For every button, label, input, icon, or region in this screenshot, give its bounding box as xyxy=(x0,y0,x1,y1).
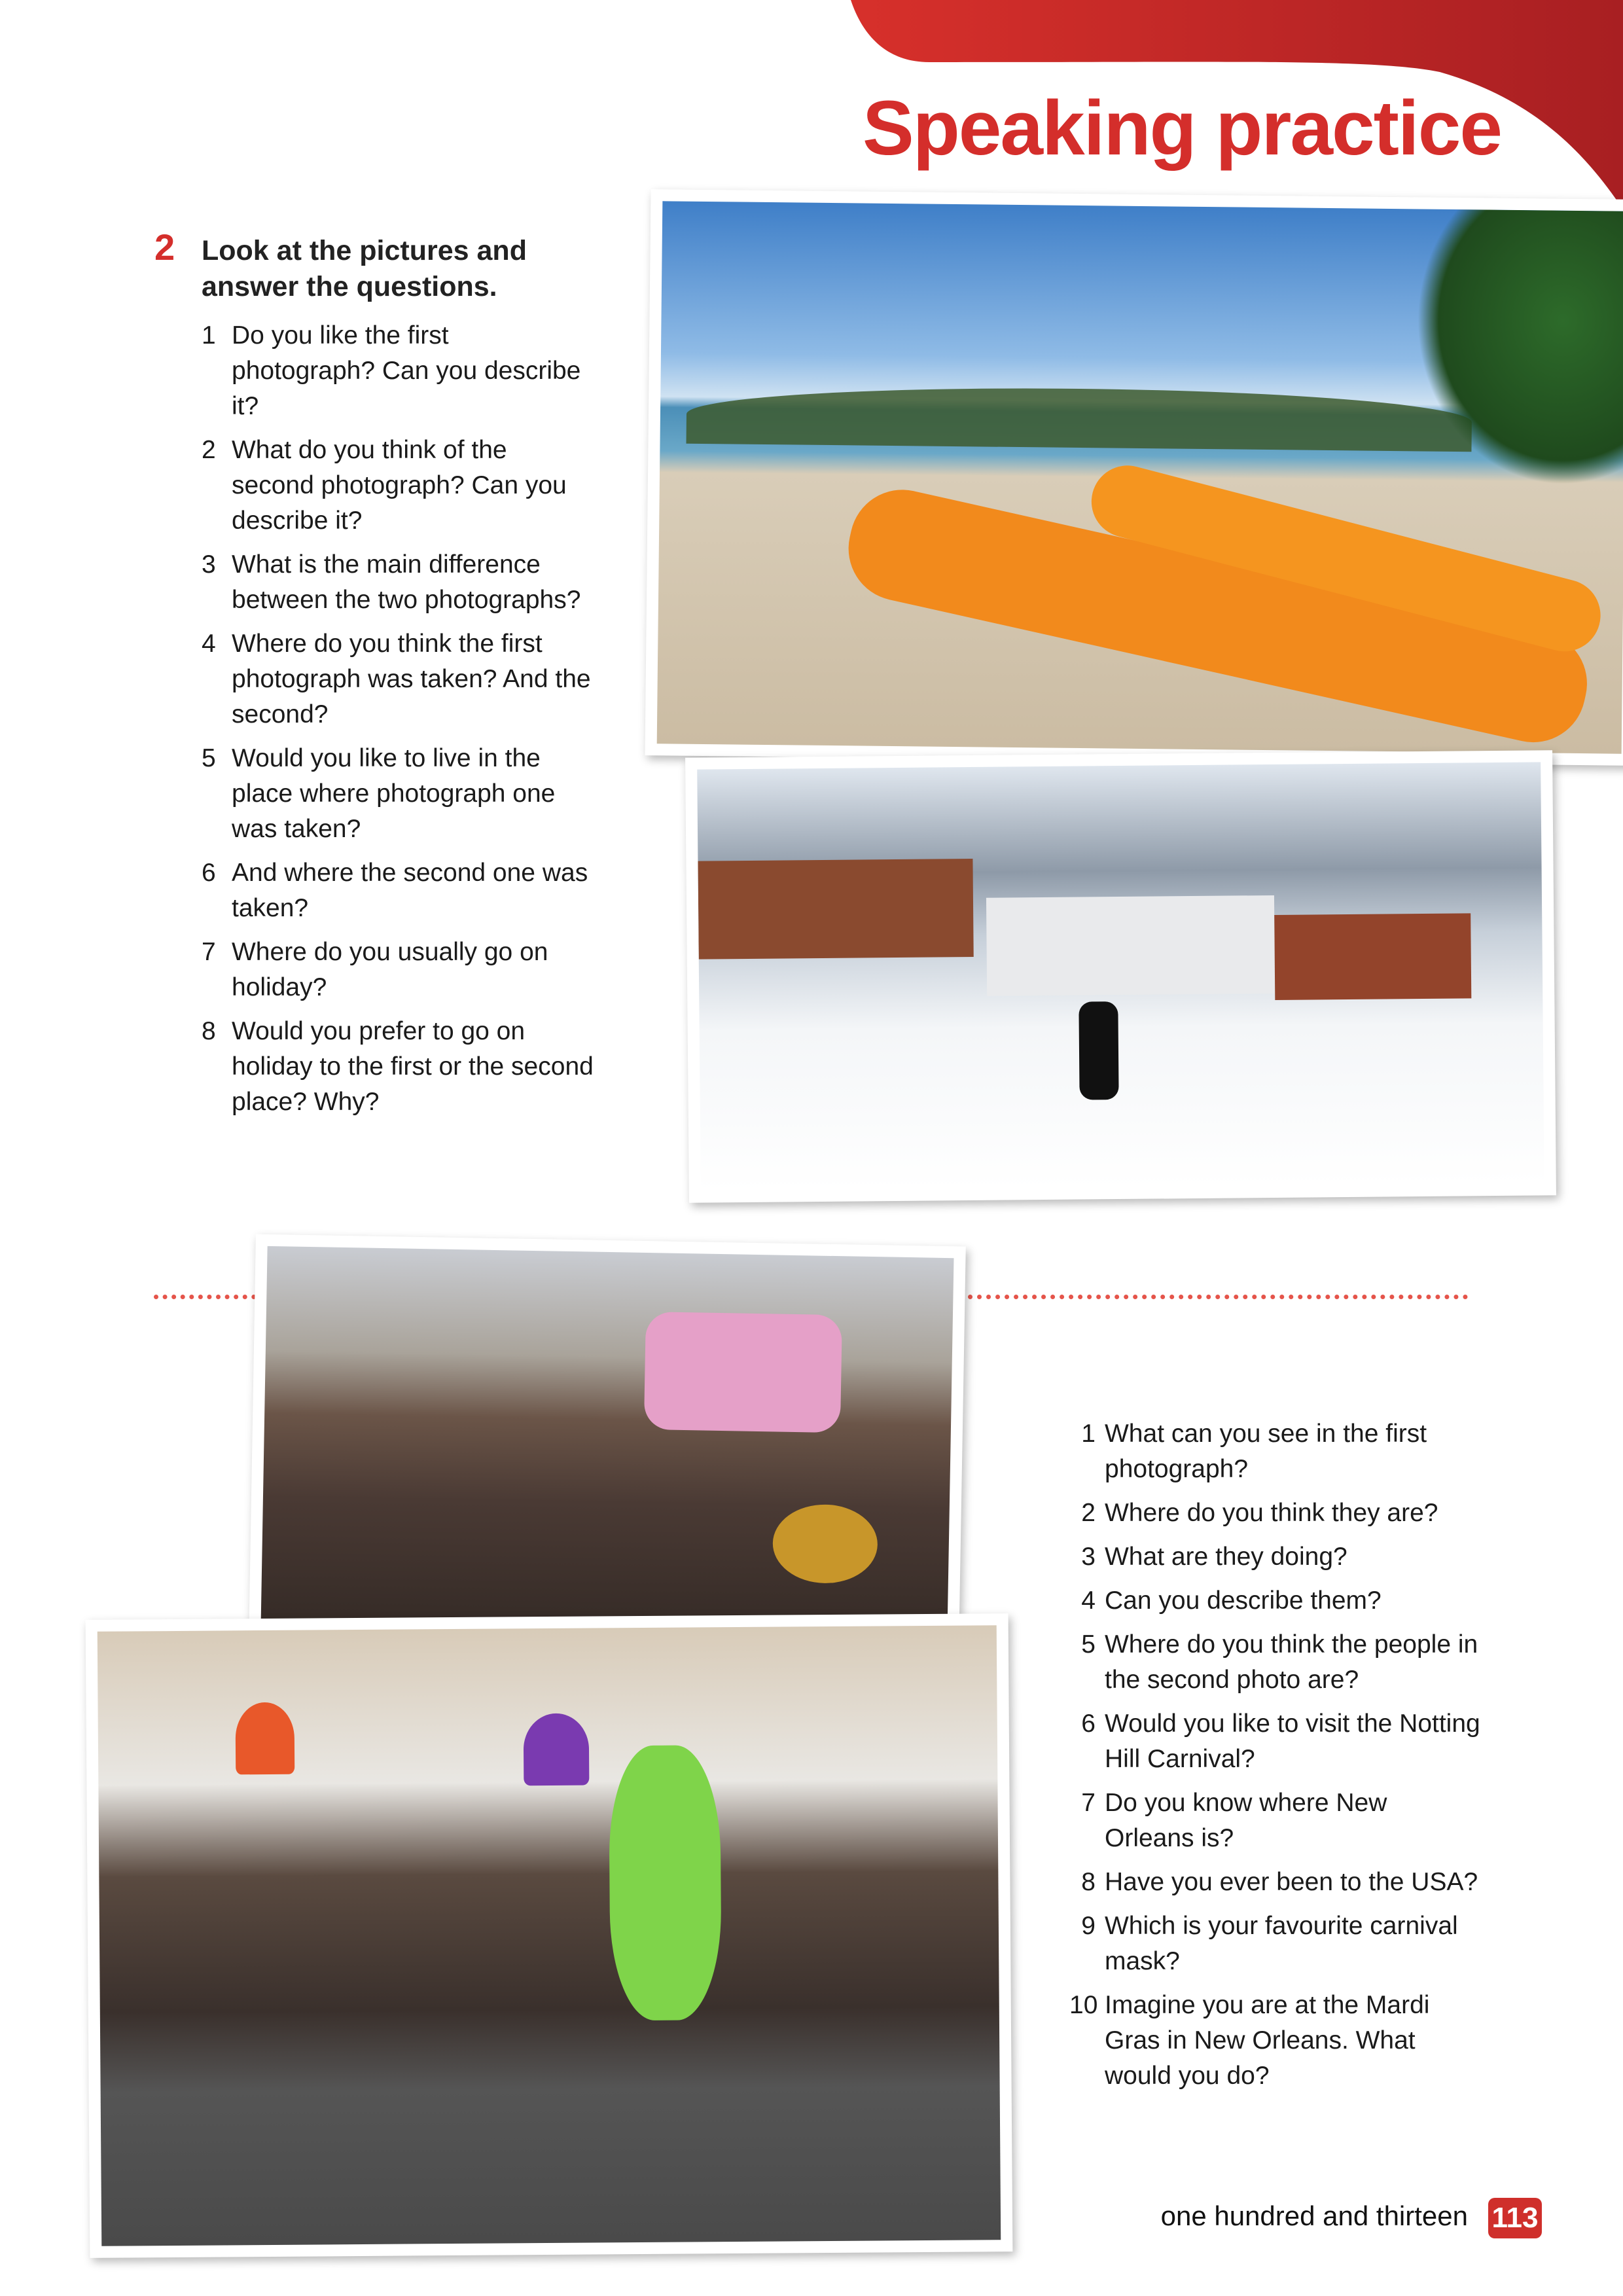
question-text: Imagine you are at the Mardi Gras in New Orleans. What would you do? xyxy=(1105,1991,1430,2090)
question-number: 6 xyxy=(202,859,216,887)
question-number: 3 xyxy=(1081,1543,1096,1571)
page-number-badge: 113 xyxy=(1488,2198,1542,2238)
question-text: Where do you think the first photograph was taken? And the second? xyxy=(232,630,591,728)
question-number: 7 xyxy=(202,938,216,966)
question-number: 8 xyxy=(202,1017,216,1045)
question-item xyxy=(1075,1706,1480,1777)
question-number: 7 xyxy=(1081,1789,1096,1817)
question-number: 10 xyxy=(1069,1991,1098,2019)
question-item xyxy=(202,318,594,424)
question-item xyxy=(202,626,594,732)
question-item xyxy=(202,547,594,618)
question-item xyxy=(1075,1416,1480,1487)
page-number-words: one hundred and thirteen xyxy=(1160,2200,1468,2231)
question-text: Do you know where New Orleans is? xyxy=(1105,1789,1387,1852)
question-text: Where do you think the people in the second photo are? xyxy=(1105,1630,1478,1694)
question-item xyxy=(1075,1785,1480,1856)
question-number: 2 xyxy=(1081,1499,1096,1527)
section-divider xyxy=(154,1295,265,1299)
question-text: Which is your favourite carnival mask? xyxy=(1105,1912,1458,1975)
question-item xyxy=(202,741,594,847)
question-text: Would you prefer to go on holiday to the first or the second place? Why? xyxy=(232,1017,594,1116)
question-item xyxy=(1075,1496,1480,1531)
exercise-instruction: Look at the pictures and answer the questions. xyxy=(202,235,527,302)
ski-resort-photo xyxy=(685,750,1556,1203)
question-number: 5 xyxy=(1081,1630,1096,1659)
question-number: 3 xyxy=(202,550,216,579)
question-item xyxy=(1069,1988,1480,2094)
section-divider xyxy=(959,1295,1468,1299)
question-item xyxy=(1075,1539,1480,1575)
exercise-questions xyxy=(202,318,594,1128)
question-number: 5 xyxy=(202,744,216,772)
question-item xyxy=(202,855,594,926)
question-text: What are they doing? xyxy=(1105,1543,1347,1571)
question-item xyxy=(202,433,594,539)
page-title: Speaking practice xyxy=(863,85,1501,171)
question-number: 6 xyxy=(1081,1710,1096,1738)
question-text: What do you think of the second photograph? Can you describe it? xyxy=(232,436,567,535)
question-text: Do you like the first photograph? Can you describe it? xyxy=(232,321,581,420)
question-item xyxy=(1075,1909,1480,1979)
question-number: 8 xyxy=(1081,1868,1096,1896)
notting-hill-carnival-photo xyxy=(86,1613,1013,2258)
question-text: Can you describe them? xyxy=(1105,1587,1382,1615)
question-number: 4 xyxy=(202,630,216,658)
question-item xyxy=(202,1014,594,1120)
beach-photo xyxy=(645,189,1623,766)
question-number: 1 xyxy=(1081,1420,1096,1448)
question-text: Have you ever been to the USA? xyxy=(1105,1868,1478,1896)
question-number: 9 xyxy=(1081,1912,1096,1940)
question-text: What is the main difference between the two photographs? xyxy=(232,550,581,614)
question-text: Would you like to live in the place where photograph one was taken? xyxy=(232,744,556,843)
question-item xyxy=(1075,1865,1480,1900)
question-number: 1 xyxy=(202,321,216,350)
question-item xyxy=(1075,1627,1480,1698)
question-number: 2 xyxy=(202,436,216,464)
question-text: Where do you usually go on holiday? xyxy=(232,938,548,1001)
question-item xyxy=(202,935,594,1005)
question-text: Where do you think they are? xyxy=(1105,1499,1438,1527)
question-item xyxy=(1075,1583,1480,1619)
question-text: Would you like to visit the Notting Hill Carnival? xyxy=(1105,1710,1480,1773)
question-number: 4 xyxy=(1081,1587,1096,1615)
question-text: And where the second one was taken? xyxy=(232,859,588,922)
exercise-number: 2 xyxy=(154,226,175,268)
carnival-questions xyxy=(1069,1416,1480,2102)
question-text: What can you see in the first photograph? xyxy=(1105,1420,1427,1483)
